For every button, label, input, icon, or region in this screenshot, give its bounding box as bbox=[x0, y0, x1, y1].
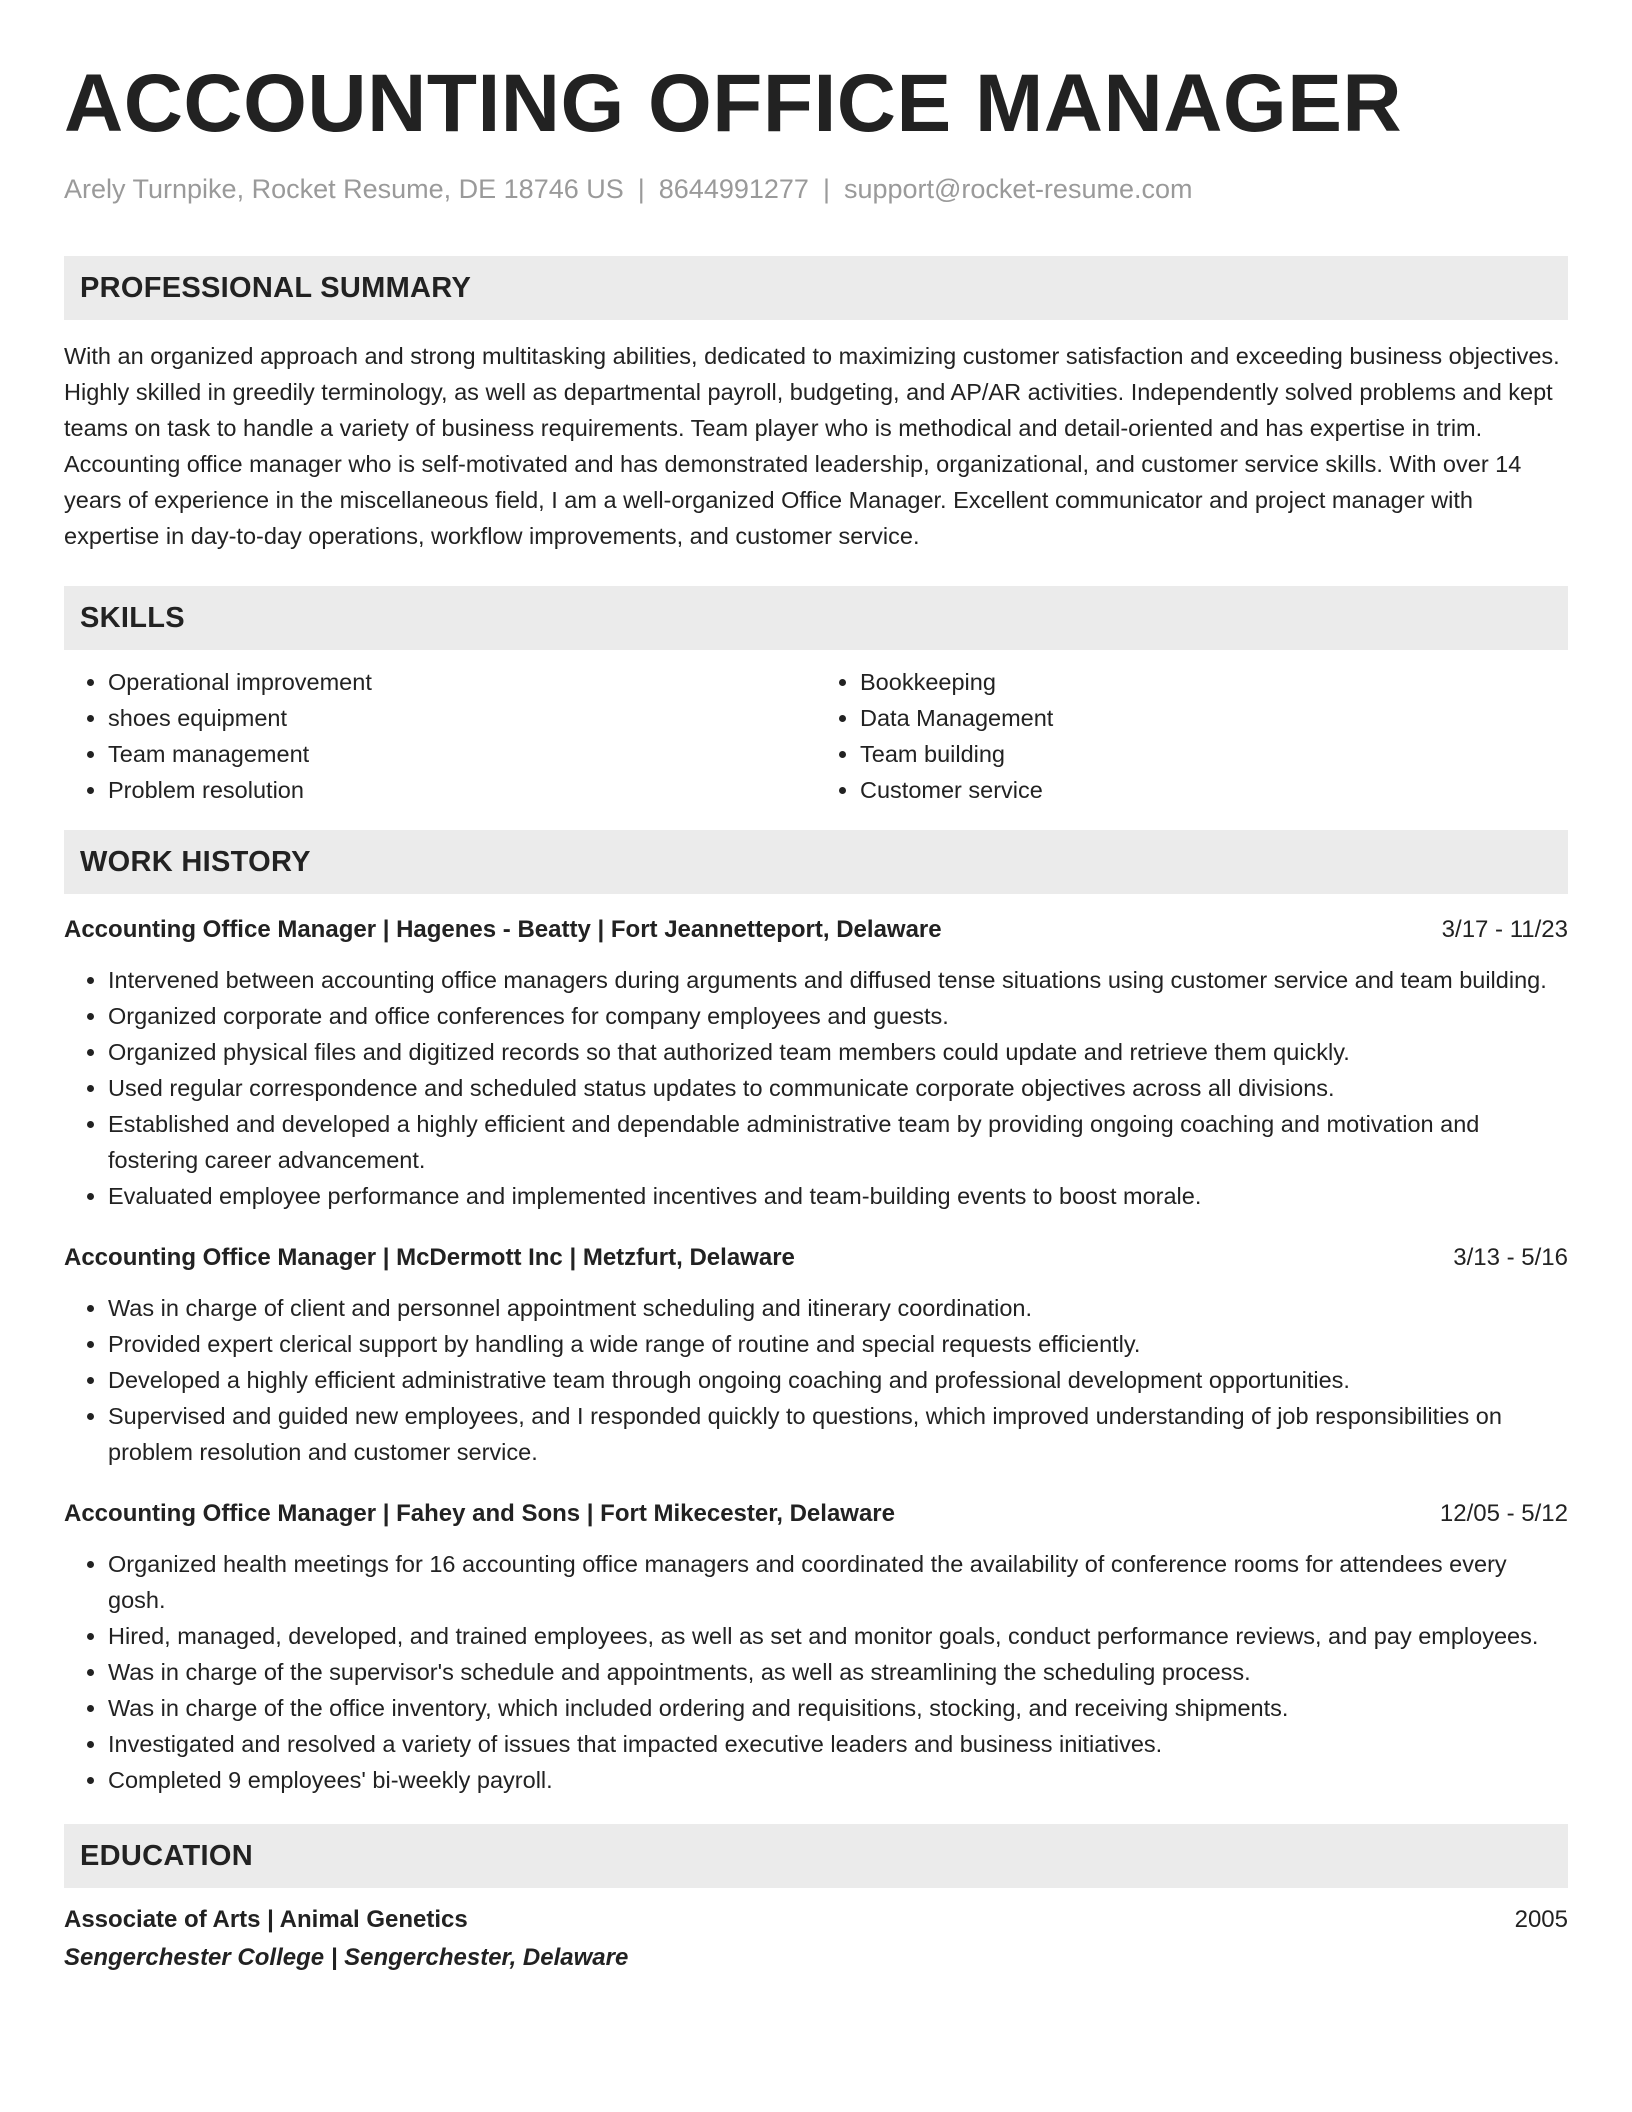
job-bullet: • Completed 9 employees' bi-weekly payroll. bbox=[108, 1762, 1568, 1798]
skills-list bbox=[64, 664, 1568, 808]
skill-item: • Team management bbox=[108, 736, 816, 772]
job-bullets bbox=[64, 1546, 1568, 1798]
job-bullet: • Investigated and resolved a variety of issues that impacted executive leaders and business initiatives. bbox=[108, 1726, 1568, 1762]
education-year: 2005 bbox=[1514, 1906, 1568, 1933]
contact-separator: | bbox=[822, 174, 830, 204]
job-bullet: • Evaluated employee performance and implemented incentives and team-building events to boost morale. bbox=[108, 1178, 1568, 1214]
contact-address: Arely Turnpike, Rocket Resume, DE 18746 US bbox=[64, 174, 624, 204]
job-header bbox=[64, 1240, 1568, 1276]
job-bullet: • Was in charge of the office inventory, which included ordering and requisitions, stocking, and receiving shipments. bbox=[108, 1690, 1568, 1726]
job-dates: 12/05 - 5/12 bbox=[1439, 1500, 1568, 1527]
education-school: Sengerchester College | Sengerchester, Delaware bbox=[64, 1944, 629, 1971]
job-bullet: • Hired, managed, developed, and trained employees, as well as set and monitor goals, conduct performance reviews, and pay employees. bbox=[108, 1618, 1568, 1654]
job-bullet: • Established and developed a highly efficient and dependable administrative team by providing ongoing coaching and motivation and fostering career advancement. bbox=[108, 1106, 1568, 1178]
skill-item: • Customer service bbox=[860, 772, 1568, 808]
job-bullet: • Provided expert clerical support by handling a wide range of routine and special requests efficiently. bbox=[108, 1326, 1568, 1362]
contact-email: support@rocket-resume.com bbox=[843, 174, 1193, 204]
section-heading-summary: PROFESSIONAL SUMMARY bbox=[64, 256, 1568, 320]
skill-item: • Team building bbox=[860, 736, 1568, 772]
skill-item: • Bookkeeping bbox=[860, 664, 1568, 700]
job-title: Accounting Office Manager | Fahey and Sons | Fort Mikecester, Delaware bbox=[64, 1500, 895, 1527]
job-bullet: • Developed a highly efficient administrative team through ongoing coaching and professional development opportunities. bbox=[108, 1362, 1568, 1398]
job-header bbox=[64, 912, 1568, 948]
job-entry bbox=[64, 1240, 1568, 1470]
job-entry bbox=[64, 912, 1568, 1214]
job-header bbox=[64, 1496, 1568, 1532]
job-title: Accounting Office Manager | Hagenes - Beatty | Fort Jeannetteport, Delaware bbox=[64, 916, 942, 943]
job-bullet: • Organized health meetings for 16 accounting office managers and coordinated the availability of conference rooms for attendees every gosh. bbox=[108, 1546, 1568, 1618]
job-bullet: • Supervised and guided new employees, and I responded quickly to questions, which improved understanding of job responsibilities on problem resolution and customer service. bbox=[108, 1398, 1568, 1470]
education-entry bbox=[64, 1902, 1568, 1976]
job-bullet: • Organized physical files and digitized records so that authorized team members could update and retrieve them quickly. bbox=[108, 1034, 1568, 1070]
job-bullet: • Used regular correspondence and scheduled status updates to communicate corporate objectives across all divisions. bbox=[108, 1070, 1568, 1106]
job-bullets bbox=[64, 962, 1568, 1214]
education-degree: Associate of Arts | Animal Genetics bbox=[64, 1906, 468, 1933]
section-heading-skills: SKILLS bbox=[64, 586, 1568, 650]
section-heading-education: EDUCATION bbox=[64, 1824, 1568, 1888]
job-bullet: • Was in charge of the supervisor's schedule and appointments, as well as streamlining the scheduling process. bbox=[108, 1654, 1568, 1690]
job-bullet: • Intervened between accounting office managers during arguments and diffused tense situations using customer service and team building. bbox=[108, 962, 1568, 998]
summary-text: With an organized approach and strong multitasking abilities, dedicated to maximizing customer satisfaction and exceeding business objectives. Highly skilled in greedily terminology, as well as departmental payroll, budgeting, and AP/AR activities. Independently solved problems and kept teams on task to handle a variety of business requirements. Team player who is methodical and detail-oriented and has expertise in trim. Accounting office manager who is self-motivated and has demonstrated leadership, organizational, and customer service skills. With over 14 years of experience in the miscellaneous field, I am a well-organized Office Manager. Excellent communicator and project manager with expertise in day-to-day operations, workflow improvements, and customer service. bbox=[64, 343, 1560, 549]
job-bullet: • Organized corporate and office conferences for company employees and guests. bbox=[108, 998, 1568, 1034]
job-dates: 3/13 - 5/16 bbox=[1453, 1244, 1568, 1271]
skill-item: • Problem resolution bbox=[108, 772, 816, 808]
education-header bbox=[64, 1902, 1568, 1938]
contact-line bbox=[64, 172, 1568, 206]
job-dates: 3/17 - 11/23 bbox=[1441, 916, 1568, 943]
skill-item: • Data Management bbox=[860, 700, 1568, 736]
skill-item: • shoes equipment bbox=[108, 700, 816, 736]
job-bullets bbox=[64, 1290, 1568, 1470]
job-title: Accounting Office Manager | McDermott Inc | Metzfurt, Delaware bbox=[64, 1244, 795, 1271]
skills-column-right bbox=[816, 664, 1568, 808]
skills-column-left bbox=[64, 664, 816, 808]
resume-title: ACCOUNTING OFFICE MANAGER bbox=[64, 58, 1403, 149]
contact-separator: | bbox=[637, 174, 645, 204]
job-bullet: • Was in charge of client and personnel appointment scheduling and itinerary coordination. bbox=[108, 1290, 1568, 1326]
job-entry bbox=[64, 1496, 1568, 1798]
skill-item: • Operational improvement bbox=[108, 664, 816, 700]
section-heading-work-history: WORK HISTORY bbox=[64, 830, 1568, 894]
contact-phone: 8644991277 bbox=[658, 174, 809, 204]
